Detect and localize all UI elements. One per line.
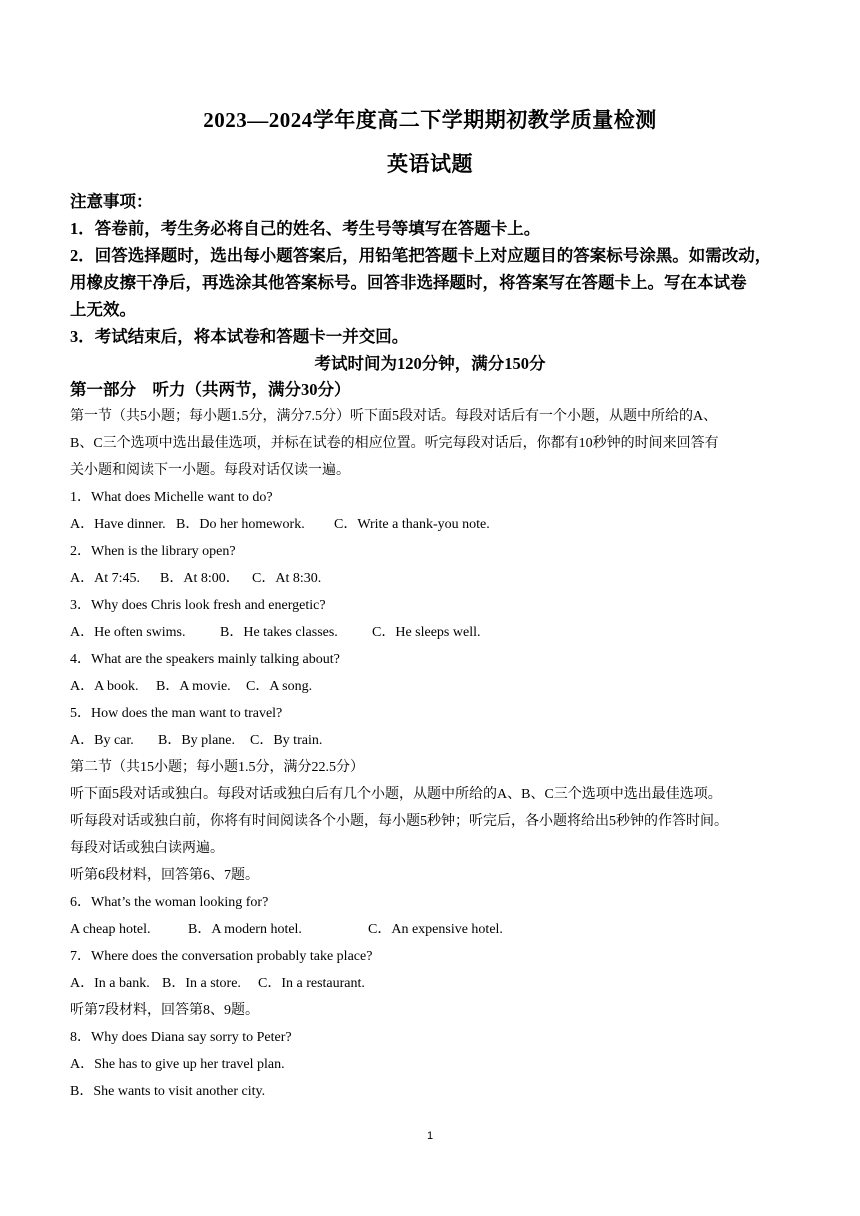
q3-option-b: B．He takes classes. [220, 625, 338, 640]
q7-option-a: A．In a bank. [70, 976, 150, 991]
q7-option-c: C．In a restaurant. [258, 976, 365, 991]
question-6-options [70, 918, 503, 938]
notice-item-1: 1．答卷前，考生务必将自己的姓名、考生号等填写在答题卡上。 [70, 219, 541, 238]
q4-option-b: B．A movie. [156, 679, 231, 694]
q2-option-b: B．At 8:00． [160, 571, 240, 586]
q8-option-b: B．She wants to visit another city. [70, 1084, 266, 1099]
q6-option-c: C．An expensive hotel. [368, 922, 503, 937]
q2-option-a: A．At 7:45. [70, 571, 140, 586]
section1-desc-line-3: 关小题和阅读下一小题。每段对话仅读一遍。 [70, 463, 350, 478]
q1-option-c: C．Write a thank-you note. [334, 517, 490, 532]
part1-heading: 第一部分 听力（共两节，满分30分） [70, 380, 351, 399]
question-4-stem: 4．What are the speakers mainly talking about? [70, 652, 340, 667]
section1-desc-line-2: B、C三个选项中选出最佳选项，并标在试卷的相应位置。听完每段对话后，你都有10秒钟的时间来回答有 [70, 436, 719, 451]
question-5-options [70, 729, 322, 749]
q8-option-a: A．She has to give up her travel plan. [70, 1057, 285, 1072]
notice-item-2-line-1: 2．回答选择题时，选出每小题答案后，用铅笔把答题卡上对应题目的答案标号涂黑。如需改动， [70, 246, 772, 265]
q3-option-c: C．He sleeps well. [372, 625, 481, 640]
section2-desc-line-3: 每段对话或独白读两遍。 [70, 841, 224, 856]
question-2-options [70, 567, 321, 587]
question-4-options [70, 675, 312, 695]
exam-time-info: 考试时间为120分钟，满分150分 [314, 354, 546, 373]
question-2-stem: 2．When is the library open? [70, 544, 236, 559]
section2-desc-line-2: 听每段对话或独白前，你将有时间阅读各个小题，每小题5秒钟；听完后，各小题将给出5秒钟的作答时间。 [70, 814, 728, 829]
page-number: 1 [426, 1130, 434, 1142]
question-1-stem: 1．What does Michelle want to do? [70, 490, 273, 505]
question-1-options [70, 513, 490, 533]
q2-option-c: C．At 8:30. [252, 571, 322, 586]
notice-item-2-line-2: 用橡皮擦干净后，再选涂其他答案标号。回答非选择题时，将答案写在答题卡上。写在本试卷 [70, 273, 747, 292]
material-7-instruction: 听第7段材料，回答第8、9题。 [70, 1003, 259, 1018]
section1-desc-line-1: 第一节（共5小题；每小题1.5分，满分7.5分）听下面5段对话。每段对话后有一个小题，从题中所给的A、 [70, 409, 718, 424]
question-3-options [70, 621, 480, 641]
question-5-stem: 5．How does the man want to travel? [70, 706, 283, 721]
question-7-stem: 7．Where does the conversation probably take place? [70, 949, 373, 964]
section2-desc-line-1: 听下面5段对话或独白。每段对话或独白后有几个小题，从题中所给的A、B、C三个选项中选出最佳选项。 [70, 787, 722, 802]
q5-option-c: C．By train. [250, 733, 323, 748]
section2-heading: 第二节（共15小题；每小题1.5分，满分22.5分） [70, 760, 364, 775]
q4-option-a: A．A book. [70, 679, 139, 694]
notice-item-3: 3．考试结束后，将本试卷和答题卡一并交回。 [70, 327, 409, 346]
exam-subtitle: 英语试题 [387, 152, 473, 176]
notice-heading: 注意事项： [70, 192, 153, 211]
q1-option-b: B．Do her homework. [176, 517, 305, 532]
q6-option-a: A cheap hotel. [70, 922, 151, 937]
q6-option-b: B．A modern hotel. [188, 922, 302, 937]
question-3-stem: 3．Why does Chris look fresh and energetic? [70, 598, 326, 613]
q5-option-a: A．By car. [70, 733, 134, 748]
q7-option-b: B．In a store. [162, 976, 241, 991]
q4-option-c: C．A song. [246, 679, 313, 694]
question-7-options [70, 972, 365, 992]
notice-item-2-line-3: 上无效。 [70, 300, 136, 319]
q3-option-a: A．He often swims. [70, 625, 186, 640]
q5-option-b: B．By plane. [158, 733, 235, 748]
material-6-instruction: 听第6段材料，回答第6、7题。 [70, 868, 259, 883]
question-8-stem: 8．Why does Diana say sorry to Peter? [70, 1030, 292, 1045]
question-6-stem: 6．What’s the woman looking for? [70, 895, 269, 910]
q1-option-a: A．Have dinner. [70, 517, 166, 532]
exam-title: 2023—2024学年度高二下学期期初教学质量检测 [203, 108, 657, 132]
